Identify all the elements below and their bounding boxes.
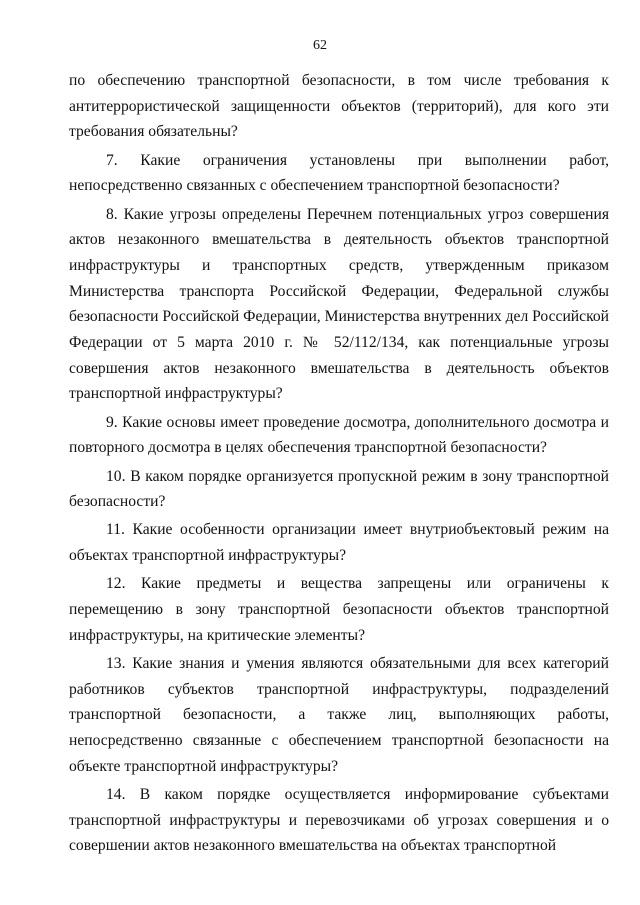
question-7: 7. Какие ограничения установлены при выполнении работ, непосредственно связанных с обеспечением транспортной безопасности?	[69, 151, 609, 195]
page-number: 62	[313, 38, 327, 53]
question-13: 13. Какие знания и умения являются обязательными для всех категорий работников субъектов транспортной инфраструктуры, подразделений транспортной безопасности, а также лиц, выполняющих работы, непосредственно связанные с обеспечением транспортной безопасности на объекте транспортной инфраструктуры?	[69, 654, 609, 775]
paragraph-continuation: по обеспечению транспортной безопасности, в том числе требования к антитеррористической защищенности объектов (территорий), для кого эти требования обязательны?	[69, 72, 609, 141]
question-10: 10. В каком порядке организуется пропускной режим в зону транспортной безопасности?	[69, 467, 609, 511]
document-body	[69, 68, 609, 859]
question-12: 12. Какие предметы и вещества запрещены или ограничены к перемещению в зону транспортной безопасности объектов транспортной инфраструктуры, на критические элементы?	[69, 575, 609, 644]
question-14: 14. В каком порядке осуществляется информирование субъектами транспортной инфраструктуры и перевозчиками об угрозах совершения и о совершении актов незаконного вмешательства на объектах транспортной	[69, 785, 609, 855]
question-9: 9. Какие основы имеет проведение досмотра, дополнительного досмотра и повторного досмотра в целях обеспечения транспортной безопасности?	[69, 413, 609, 457]
question-8: 8. Какие угрозы определены Перечнем потенциальных угроз совершения актов незаконного вмешательства в деятельность объектов транспортной инфраструктуры и транспортных средств, утвержденным приказом Министерства транспорта Российской Федерации, Федеральной службы безопасности Российской Федерации, Министерства внутренних дел Российской Федерации от 5 марта 2010 г. № 52/112/134, как потенциальные угрозы совершения актов незаконного вмешательства в деятельность объектов транспортной инфраструктуры?	[69, 205, 610, 403]
question-11: 11. Какие особенности организации имеет внутриобъектовый режим на объектах транспортной инфраструктуры?	[69, 521, 609, 565]
